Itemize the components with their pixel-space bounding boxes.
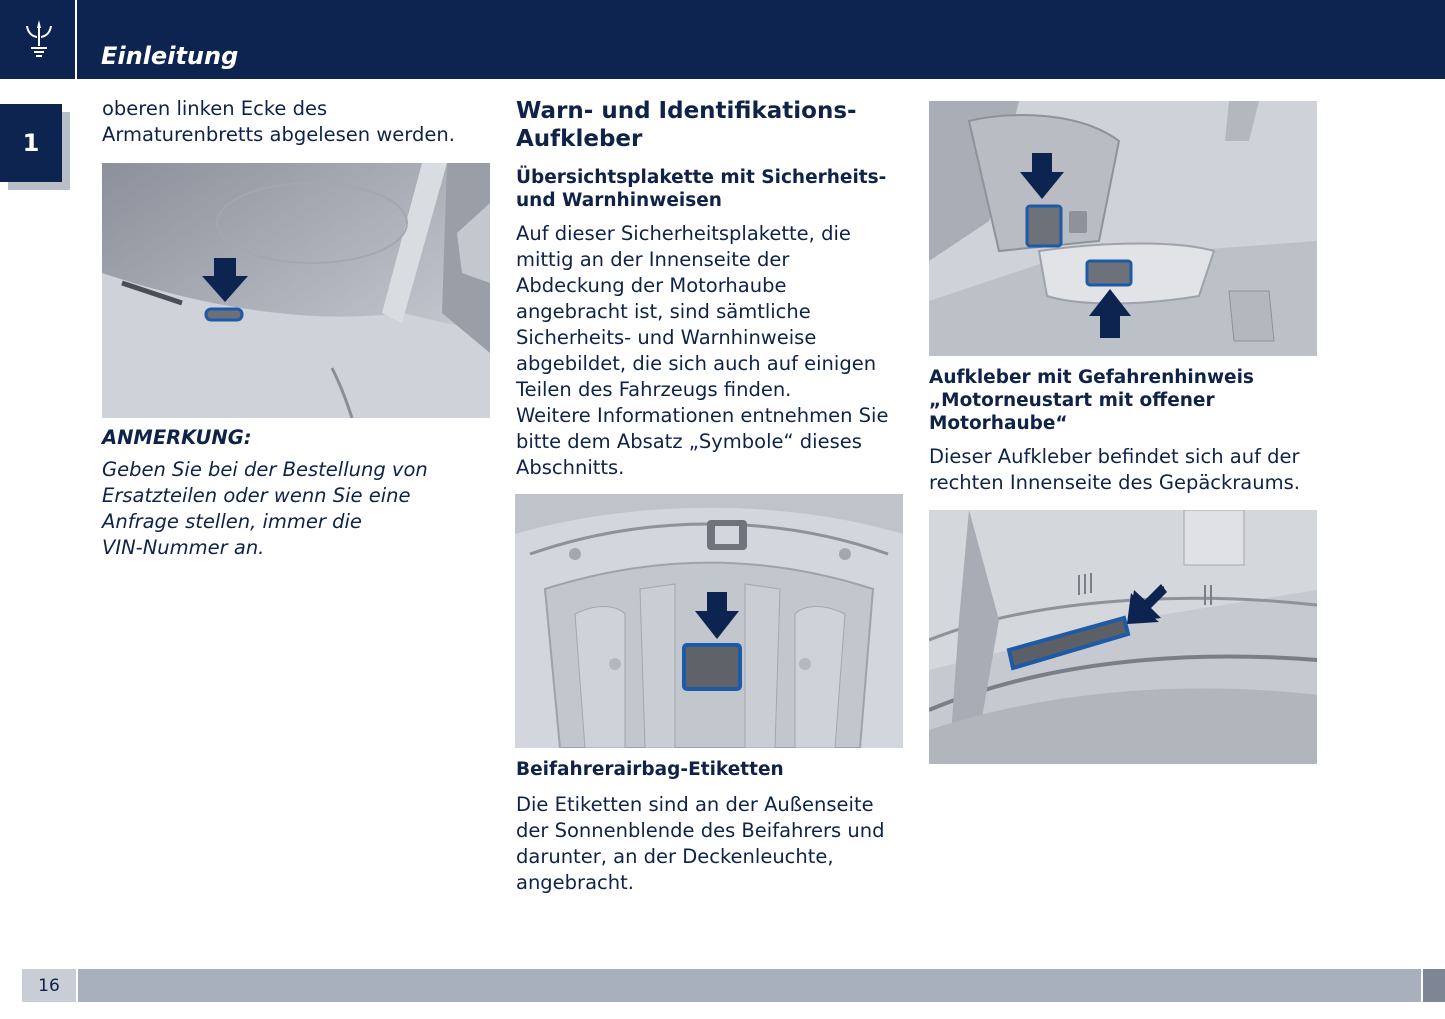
- windshield-vin-image: [102, 163, 490, 418]
- section-title-line: Warn- und Identifikations-: [516, 98, 857, 124]
- intro-text: [102, 96, 492, 148]
- body-line: der Sonnenblende des Beifahrers und: [516, 819, 885, 842]
- restart-warning-text: [929, 444, 1329, 496]
- airbag-labels-text: [516, 792, 906, 896]
- page-footer-bar: [22, 969, 1421, 1002]
- body-line: bitte dem Absatz „Symbole“ dieses: [516, 430, 862, 453]
- section-title-block: [516, 97, 906, 153]
- sun-visor-image: [929, 101, 1317, 356]
- subheading-restart-warning: [929, 366, 1329, 435]
- hood-underside-image: [515, 494, 903, 748]
- intro-line: Armaturenbretts abgelesen werden.: [102, 123, 455, 146]
- body-line: Dieser Aufkleber befindet sich auf der: [929, 445, 1300, 468]
- body-line: abgebildet, die sich auch auf einigen: [516, 352, 877, 375]
- header-title: Einleitung: [101, 42, 239, 70]
- section-title-line: Aufkleber: [516, 126, 643, 152]
- subheading-safety-plate: [516, 166, 906, 212]
- body-line: Abdeckung der Motorhaube: [516, 274, 787, 297]
- subheading-line: Übersichtsplakette mit Sicherheits-: [516, 167, 887, 188]
- subheading-line: Motorhaube“: [929, 413, 1068, 434]
- subheading-line: und Warnhinweisen: [516, 190, 722, 211]
- logo: [0, 0, 77, 79]
- note-line: Anfrage stellen, immer die: [102, 510, 362, 533]
- subheading-line: Aufkleber mit Gefahrenhinweis: [929, 367, 1254, 388]
- body-line: Sicherheits- und Warnhinweise: [516, 326, 817, 349]
- trunk-interior-image: [929, 510, 1317, 764]
- safety-plate-text: [516, 221, 906, 481]
- note-line: VIN-Nummer an.: [102, 536, 265, 559]
- note-line: Ersatzteilen oder wenn Sie eine: [102, 484, 411, 507]
- body-line: mittig an der Innenseite der: [516, 248, 790, 271]
- page-number: 16: [22, 969, 78, 1002]
- trident-icon: [26, 20, 52, 58]
- body-line: Auf dieser Sicherheitsplakette, die: [516, 222, 851, 245]
- body-line: Die Etiketten sind an der Außenseite: [516, 793, 874, 816]
- note-title: ANMERKUNG:: [102, 426, 252, 449]
- body-line: rechten Innenseite des Gepäckraums.: [929, 471, 1300, 494]
- intro-line: oberen linken Ecke des: [102, 97, 328, 120]
- body-line: Abschnitts.: [516, 456, 625, 479]
- subheading-line: „Motorneustart mit offener: [929, 390, 1215, 411]
- body-line: angebracht.: [516, 871, 634, 894]
- body-line: Teilen des Fahrzeugs finden.: [516, 378, 792, 401]
- page-header: [0, 0, 1445, 79]
- body-line: darunter, an der Deckenleuchte,: [516, 845, 834, 868]
- subheading-line: Beifahrerairbag-Etiketten: [516, 759, 784, 780]
- body-line: angebracht ist, sind sämtliche: [516, 300, 811, 323]
- footer-end-block: [1423, 969, 1445, 1002]
- subheading-airbag-labels: [516, 758, 906, 781]
- body-line: Weitere Informationen entnehmen Sie: [516, 404, 889, 427]
- note-line: Geben Sie bei der Bestellung von: [102, 458, 428, 481]
- note-block: [102, 425, 492, 561]
- chapter-tab: 1: [0, 104, 62, 182]
